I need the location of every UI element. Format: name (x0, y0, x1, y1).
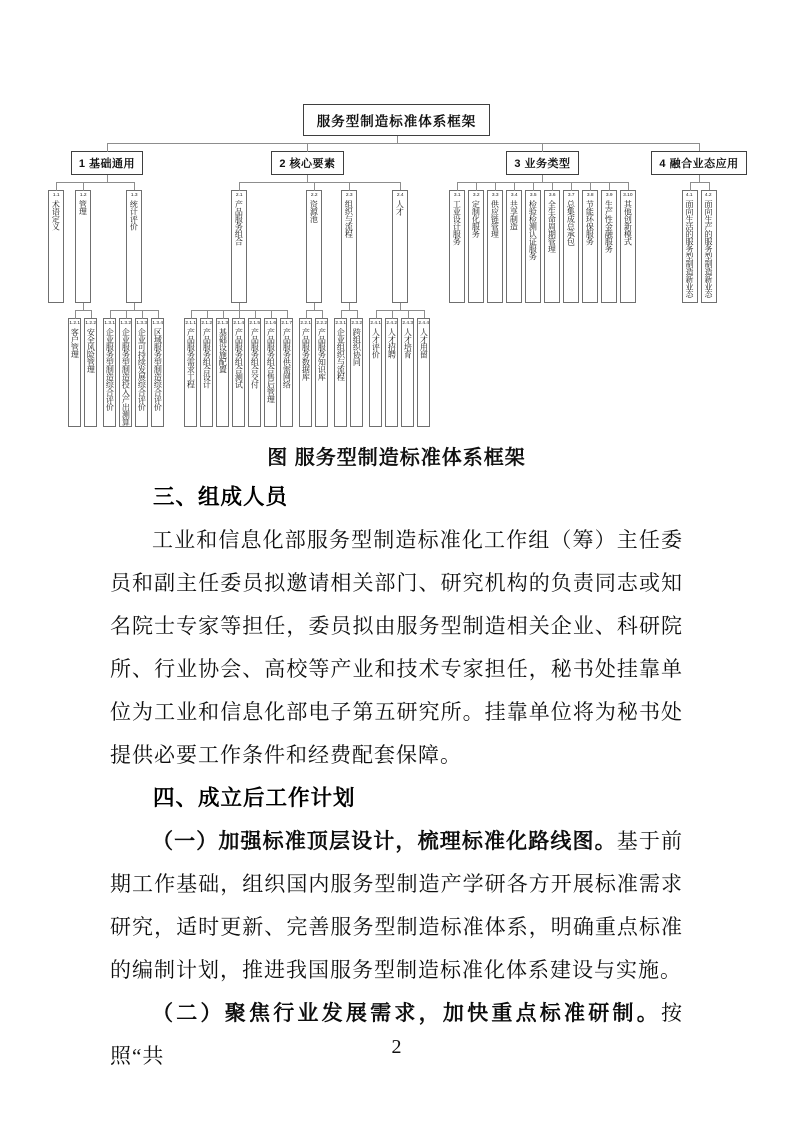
tree-node-number: 1.2 (79, 192, 87, 198)
tree-node-label: 企业服务型制造综合评价 (105, 328, 115, 411)
paragraph-workplan-2 (110, 992, 683, 1078)
tree-node-box (232, 318, 245, 427)
paragraph-text: 工业和信息化部服务型制造标准化工作组（筹）主任委员和副主任委员拟邀请相关部门、研究机构的负责同志或知名院士专家等担任，委员拟由服务型制造相关企业、科研院所、行业协会、高校等产业和技术专家担任，秘书处挂靠单位为工业和信息化部电子第五研究所。挂靠单位将为秘书处提供必要工作条件和经费配套保障。 (110, 528, 683, 767)
paragraph-text: 基于前期工作基础，组织国内服务型制造产学研各方开展标准需求研究，适时更新、完善服务型制造标准体系，明确重点标准的编制计划，推进我国服务型制造标准化体系建设与实施。 (110, 829, 684, 982)
tree-node-box (231, 190, 247, 303)
tree-node-2.1.1 (183, 310, 199, 427)
tree-node-number: 2.1.5 (249, 320, 261, 326)
tree-node-1.3.1 (102, 310, 118, 427)
tree-node-box (341, 190, 357, 303)
tree-node-label: 跨组织协同 (352, 328, 362, 366)
tree-node-box (299, 318, 312, 427)
tree-node-label: 产品服务组合 (234, 200, 244, 245)
tree-node-box (682, 190, 698, 303)
tree-children (46, 175, 167, 427)
tree-node-number: 3.9 (605, 192, 613, 198)
tree-node-box (103, 318, 116, 427)
tree-node-label: 生产性金融服务 (604, 200, 614, 253)
tree-node-label: 产品服务数据库 (301, 328, 311, 381)
tree-node-label: 产品服务供需网络 (282, 328, 292, 388)
tree-node-1.2 (65, 182, 100, 427)
tree-node-number: 2.3.2 (351, 320, 363, 326)
tree-node-2.4 (366, 182, 433, 427)
tree-node-box (184, 318, 197, 427)
tree-node-2.1.3 (215, 310, 231, 427)
tree-node-2.4.4 (416, 310, 432, 427)
tree-node-label: 术语定义 (51, 200, 61, 230)
tree-node-label: 定制化服务 (471, 200, 481, 238)
tree-node-label: 产品服务组合售后管理 (266, 328, 276, 403)
tree-children (183, 303, 295, 427)
tree-node-box (48, 190, 64, 303)
tree-children (67, 303, 99, 427)
tree-children (680, 175, 718, 303)
tree-children (181, 175, 433, 427)
tree-node-number: 2.4.4 (418, 320, 430, 326)
tree-node-1.2.2 (83, 310, 99, 427)
tree-children (368, 303, 432, 427)
tree-node-box (468, 190, 484, 303)
tree-node-box (315, 318, 328, 427)
tree-node-label: 面向生活的服务型制造新业态 (685, 200, 694, 298)
tree-node-number: 4.2 (705, 192, 712, 198)
tree-node-label: 产品服务组合设计 (202, 328, 212, 388)
tree-node-number: 3.7 (567, 192, 575, 198)
tree-node-2 核心要素 (174, 143, 440, 427)
tree-node-number: 2.3 (345, 192, 353, 198)
tree-node-3.9 (599, 182, 618, 303)
tree-node-3.4 (504, 182, 523, 303)
tree-node-box (135, 318, 148, 427)
tree-node-number: 1.2.2 (85, 320, 97, 326)
tree-node-label: 共享制造 (509, 200, 519, 230)
tree-node-1.2.1 (67, 310, 83, 427)
tree-node-number: 2.4 (396, 192, 404, 198)
tree-node-box (417, 318, 430, 427)
tree-node-box (369, 318, 382, 427)
tree-node-box (582, 190, 598, 303)
tree-node-3.3 (485, 182, 504, 303)
tree-node-box (306, 190, 322, 303)
tree-node-2.2.2 (314, 310, 330, 427)
tree-node-box (126, 190, 142, 303)
paragraph-lead: （二）聚焦行业发展需求，加快重点标准研制。 (152, 1001, 661, 1025)
tree-node-box (84, 318, 97, 427)
tree-node-number: 2.1.1 (185, 320, 197, 326)
tree-node-number: 3.8 (586, 192, 594, 198)
tree-node-label: 面向生产的服务型制造新业态 (704, 200, 713, 298)
tree-root (39, 104, 753, 427)
tree-node-2.2 (296, 182, 331, 427)
tree-node-2.1.5 (247, 310, 263, 427)
tree-node-box (264, 318, 277, 427)
tree-node-number: 1.2.1 (69, 320, 81, 326)
tree-node-number: 1.3 (130, 192, 138, 198)
tree-node-box (506, 190, 522, 303)
tree-node-label: 基础设施配置 (218, 328, 228, 373)
tree-node-label: 人才招聘 (387, 328, 397, 358)
tree-node-box (280, 318, 293, 427)
tree-node-4 融合业态应用 (644, 143, 753, 303)
tree-node-2.3 (331, 182, 366, 427)
tree-node-box (68, 318, 81, 427)
tree-node-label: 工业设计服务 (452, 200, 462, 245)
tree-node-3.5 (523, 182, 542, 303)
tree-node-label: 产品服务组合测试 (234, 328, 244, 388)
tree-node-label: 客户管理 (70, 328, 80, 358)
tree-node-label: 全生命周期管理 (547, 200, 557, 253)
tree-node-label: 企业可持续发展综合评价 (137, 328, 147, 411)
tree-node-label: 资源池 (309, 200, 319, 223)
tree-children (39, 136, 753, 427)
paragraph-text: 按照“共 (110, 1001, 683, 1068)
tree-node-number: 2.1.4 (233, 320, 245, 326)
tree-node-1.3.4 (150, 310, 166, 427)
tree-node-number: 2.1.6 (265, 320, 277, 326)
tree-node-4.1 (680, 182, 699, 303)
tree-node-2.4.3 (400, 310, 416, 427)
tree-node-number: 2.4.1 (370, 320, 382, 326)
tree-node-1.1 (46, 182, 65, 303)
tree-node-label: 节能环保服务 (585, 200, 595, 245)
tree-node-number: 3.4 (510, 192, 518, 198)
tree-node-box (449, 190, 465, 303)
tree-node-2.4.2 (384, 310, 400, 427)
tree-node-box (563, 190, 579, 303)
tree-node-2.1.7 (279, 310, 295, 427)
tree-node-3.1 (447, 182, 466, 303)
page-number: 2 (391, 1036, 402, 1058)
section-heading-members: 三、组成人员 (153, 485, 289, 509)
tree-children (102, 303, 166, 427)
tree-branch-box: 3 业务类型 (506, 151, 578, 175)
tree-node-number: 1.3.4 (152, 320, 164, 326)
tree-node-2.1 (181, 182, 296, 427)
tree-node-number: 2.2.2 (316, 320, 328, 326)
tree-node-box (525, 190, 541, 303)
section-heading-workplan: 四、成立后工作计划 (153, 786, 356, 810)
tree-root-box: 服务型制造标准体系框架 (303, 104, 491, 136)
tree-node-3.7 (561, 182, 580, 303)
tree-node-number: 3.2 (472, 192, 480, 198)
tree-node-box (701, 190, 717, 303)
tree-node-number: 3.5 (529, 192, 537, 198)
tree-node-label: 人才用留 (419, 328, 429, 358)
tree-node-1.3.3 (134, 310, 150, 427)
tree-node-label: 企业组织与流程 (336, 328, 346, 381)
tree-node-box (620, 190, 636, 303)
tree-node-label: 产品服务知识库 (317, 328, 327, 381)
tree-node-number: 2.1.3 (217, 320, 229, 326)
tree-node-number: 3.10 (623, 192, 633, 198)
tree-node-box (385, 318, 398, 427)
figure-caption: 图 服务型制造标准体系框架 (267, 447, 526, 469)
tree-node-number: 2.2 (310, 192, 318, 198)
tree-node-box (350, 318, 363, 427)
tree-branch-box: 2 核心要素 (271, 151, 343, 175)
tree-node-box (119, 318, 132, 427)
tree-node-3.6 (542, 182, 561, 303)
tree-node-number: 1.3.1 (104, 320, 116, 326)
tree-node-2.3.1 (333, 310, 349, 427)
tree-node-label: 其他创新模式 (623, 200, 633, 245)
tree-node-number: 2.1.7 (281, 320, 293, 326)
tree-node-2.1.6 (263, 310, 279, 427)
figure (0, 0, 793, 427)
tree-node-number: 1.3.2 (120, 320, 132, 326)
tree-node-number: 3.6 (548, 192, 556, 198)
tree-node-label: 安全风险管理 (86, 328, 96, 373)
tree-node-label: 供应链管理 (490, 200, 500, 238)
tree-node-box (248, 318, 261, 427)
tree-node-3.8 (580, 182, 599, 303)
paragraph-lead: （一）加强标准顶层设计，梳理标准化路线图。 (152, 829, 617, 853)
tree-node-label: 统计评价 (129, 200, 139, 230)
tree-node-box (216, 318, 229, 427)
tree-node-label: 人才评价 (371, 328, 381, 358)
tree-node-label: 总集成总承包 (566, 200, 576, 245)
tree-node-label: 人才 (395, 200, 405, 215)
tree-node-2.3.2 (349, 310, 365, 427)
tree-children (333, 303, 365, 427)
tree-node-box (200, 318, 213, 427)
tree-node-2.2.1 (298, 310, 314, 427)
tree-branch-box: 1 基础通用 (71, 151, 143, 175)
tree-node-number: 3.1 (453, 192, 461, 198)
document-body (110, 476, 683, 1078)
tree-node-number: 2.4.3 (402, 320, 414, 326)
tree-node-2.1.4 (231, 310, 247, 427)
tree-node-label: 检验检测认证服务 (528, 200, 538, 260)
tree-node-box (601, 190, 617, 303)
tree-node-number: 4.1 (686, 192, 693, 198)
tree-node-label: 企业服务型制造投入产出测算 (121, 328, 131, 426)
tree-node-4.2 (699, 182, 718, 303)
tree-node-3 业务类型 (440, 143, 644, 303)
tree-node-box (75, 190, 91, 303)
tree-children (298, 303, 330, 427)
tree-node-label: 区域服务型制造综合评价 (153, 328, 163, 411)
tree-node-2.1.2 (199, 310, 215, 427)
tree-node-1.3.2 (118, 310, 134, 427)
tree-node-number: 2.1.2 (201, 320, 213, 326)
tree-node-number: 1.1 (52, 192, 60, 198)
tree-node-box (487, 190, 503, 303)
tree-node-label: 产品服务需求工程 (186, 328, 196, 388)
tree-node-1.3 (100, 182, 167, 427)
tree-node-3.2 (466, 182, 485, 303)
tree-node-box (544, 190, 560, 303)
tree-node-number: 2.3.1 (335, 320, 347, 326)
tree-node-label: 管理 (78, 200, 88, 215)
tree-node-number: 2.4.2 (386, 320, 398, 326)
tree-node-box (392, 190, 408, 303)
tree-node-box (401, 318, 414, 427)
tree-node-label: 产品服务组合交付 (250, 328, 260, 388)
tree-node-3.10 (618, 182, 637, 303)
tree-node-box (151, 318, 164, 427)
tree-node-number: 2.2.1 (300, 320, 312, 326)
tree-node-2.4.1 (368, 310, 384, 427)
paragraph-workplan-1 (110, 820, 683, 992)
paragraph-members (110, 519, 683, 777)
tree-children (447, 175, 637, 303)
tree-node-label: 组织与流程 (344, 200, 354, 238)
org-chart (39, 104, 753, 427)
tree-node-number: 2.1 (235, 192, 243, 198)
tree-node-number: 3.3 (491, 192, 499, 198)
tree-node-box (334, 318, 347, 427)
tree-branch-box: 4 融合业态应用 (651, 151, 746, 175)
tree-node-number: 1.3.3 (136, 320, 148, 326)
tree-node-1 基础通用 (39, 143, 174, 427)
tree-node-label: 人才培育 (403, 328, 413, 358)
